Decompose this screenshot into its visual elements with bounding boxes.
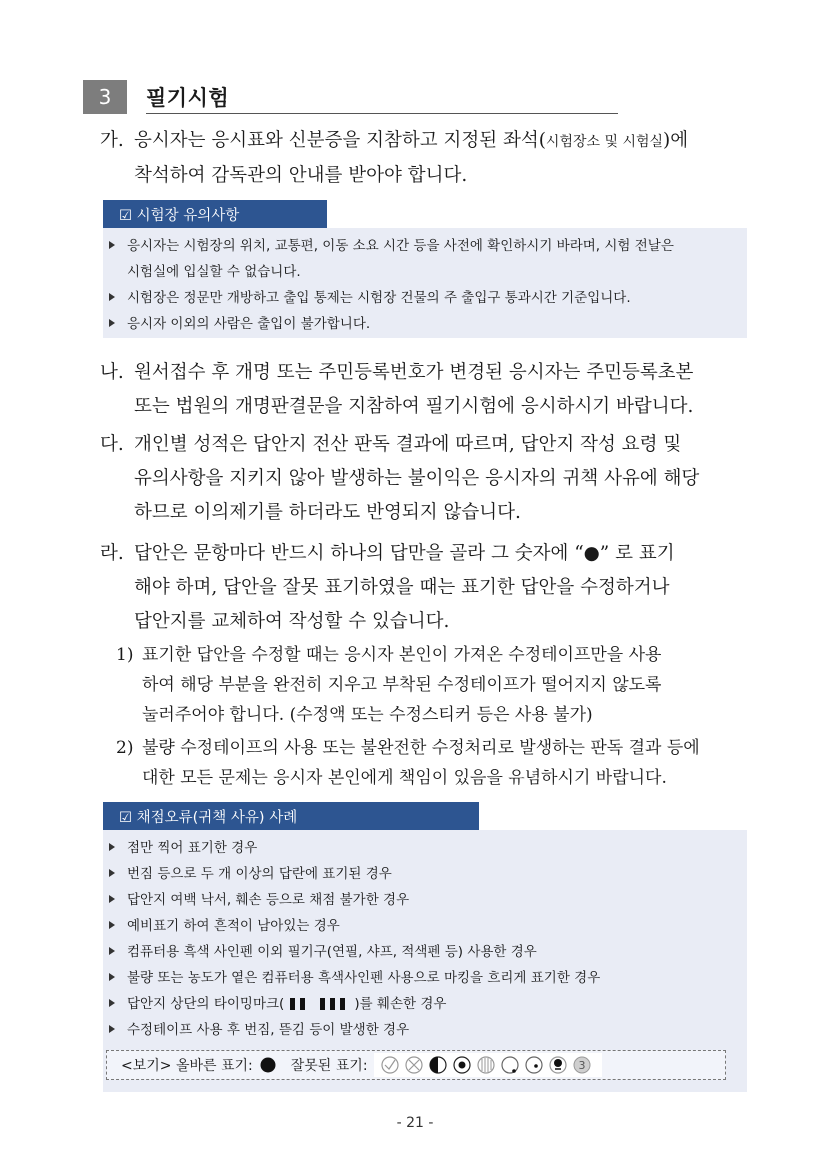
section-title: 필기시험 — [146, 86, 230, 110]
half-filled-circle-icon — [428, 1055, 448, 1075]
list-item: 응시자 이외의 사람은 출입이 불가합니다. — [103, 312, 370, 332]
example-correct-label: <보기> 올바른 표기: — [121, 1058, 253, 1074]
section-number: 3 — [83, 80, 127, 114]
timing-mark-icon — [284, 997, 354, 1011]
list-item: 점만 찍어 표기한 경우 — [103, 836, 257, 856]
marking-example — [106, 1050, 726, 1080]
subitem-2: 2) 불량 수정테이프의 사용 또는 불완전한 수정처리로 발생하는 판독 결과 등에 대한 모든 문제는 응시자 본인에게 책임이 있음을 유념하시기 바랍니다. — [116, 738, 700, 788]
list-item: 답안지 여백 낙서, 훼손 등으로 채점 불가한 경우 — [103, 888, 409, 908]
number2-filled-circle-icon — [548, 1055, 568, 1075]
notice-box-title: ☑ 시험장 유의사항 — [103, 200, 327, 228]
subitem-1: 1) 표기한 답안을 수정할 때는 응시자 본인이 가져온 수정테이프만을 사용 하여 해당 부분을 완전히 지우고 부착된 수정테이프가 떨어지지 않도록 눌러주어야 합니다. (수정액 또는 수정스티커 등은 사용 불가) — [116, 645, 662, 725]
dot-circle-icon — [452, 1055, 472, 1075]
striped-circle-icon — [476, 1055, 496, 1075]
filled-circle-icon — [259, 1056, 277, 1074]
list-item: 응시자는 시험장의 위치, 교통편, 이동 소요 시간 등을 사전에 확인하시기 바라며, 시험 전날은 — [103, 234, 674, 254]
item-na: 나. 원서접수 후 개명 또는 주민등록번호가 변경된 응시자는 주민등록초본 또는 법원의 개명판결문을 지참하여 필기시험에 응시하시기 바랍니다. — [100, 362, 694, 417]
page-number: - 21 - — [396, 1115, 434, 1131]
list-item: 번짐 등으로 두 개 이상의 답란에 표기된 경우 — [103, 862, 392, 882]
error-box-title: ☑ 채점오류(귀책 사유) 사례 — [103, 802, 479, 830]
list-item: 컴퓨터용 흑색 사인펜 이외 필기구(연필, 샤프, 적색펜 등) 사용한 경우 — [103, 940, 537, 960]
notice-box — [103, 228, 747, 338]
number3-circle-icon — [572, 1055, 592, 1075]
example-wrong-label: 잘못된 표기: — [290, 1058, 368, 1074]
list-item: 불량 또는 농도가 옅은 컴퓨터용 흑색사인펜 사용으로 마킹을 흐리게 표기한 경우 — [103, 966, 600, 986]
section-rule — [146, 113, 618, 114]
svg-text:3: 3 — [578, 1059, 586, 1072]
wrong-marks — [374, 1053, 602, 1077]
item-ga: 가. 응시자는 응시표와 신분증을 지참하고 지정된 좌석(시험장소 및 시험실)에 착석하여 감독관의 안내를 받아야 합니다. — [100, 124, 760, 193]
x-circle-icon — [404, 1055, 424, 1075]
list-item: 수정테이프 사용 후 번짐, 뜯김 등이 발생한 경우 — [103, 1018, 409, 1038]
dot-right-circle-icon — [524, 1055, 544, 1075]
dot-bottom-circle-icon — [500, 1055, 520, 1075]
list-item: 예비표기 하여 흔적이 남아있는 경우 — [103, 914, 340, 934]
list-item-cont: 시험실에 입실할 수 없습니다. — [127, 264, 301, 280]
list-item: 답안지 상단의 타이밍마크( )를 훼손한 경우 — [103, 992, 446, 1012]
list-item: 시험장은 정문만 개방하고 출입 통제는 시험장 건물의 주 출입구 통과시간 기준입니다. — [103, 286, 631, 306]
item-ra: 라. 답안은 문항마다 반드시 하나의 답만을 골라 그 숫자에 “●” 로 표기 해야 하며, 답안을 잘못 표기하였을 때는 표기한 답안을 수정하거나 답안지를 교체하여 작성할 수 있습니다. — [100, 543, 675, 632]
item-label: 가. — [100, 130, 124, 151]
check-circle-icon — [380, 1055, 400, 1075]
item-da: 다. 개인별 성적은 답안지 전산 판독 결과에 따르며, 답안지 작성 요령 및 유의사항을 지키지 않아 발생하는 불이익은 응시자의 귀책 사유에 해당 하므로 이의제기를 하더라도 반영되지 않습니다. — [100, 434, 700, 523]
